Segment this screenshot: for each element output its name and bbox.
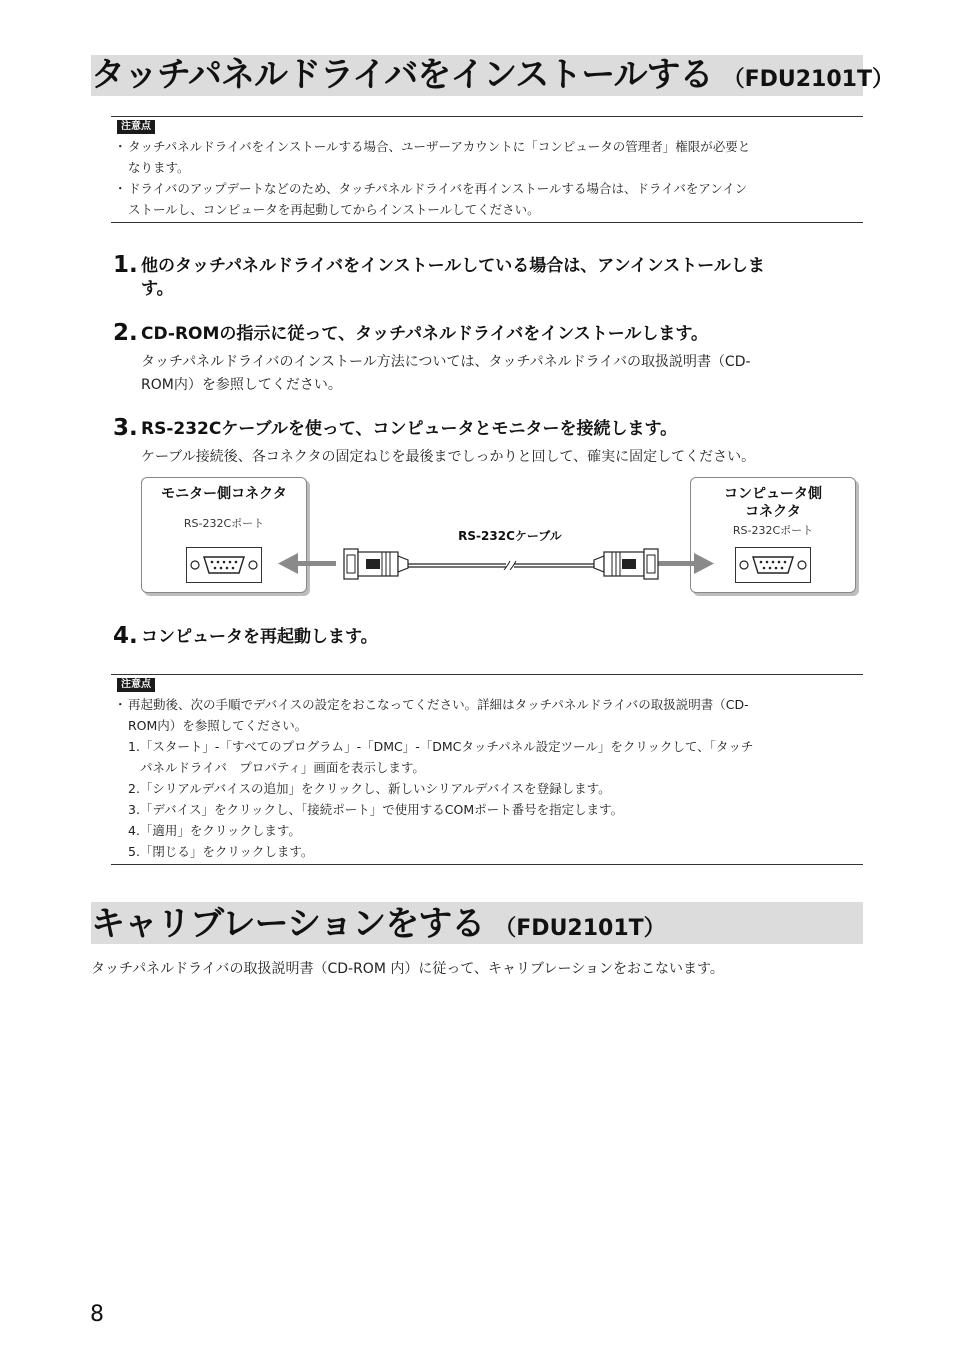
cable-label: RS-232Cケーブル: [458, 529, 562, 543]
step-title: CD-ROMの指示に従って、タッチパネルドライバをインストールします。: [141, 324, 708, 344]
section-heading-install-driver: [91, 55, 894, 96]
caution-step: 2.「シリアルデバイスの追加」をクリックし、新しいシリアルデバイスを登録します。: [128, 781, 611, 796]
caution-step: 1.「スタート」-「すべてのプログラム」-「DMC」-「DMCタッチパネル設定ツール」をクリックして、「タッチ: [128, 739, 754, 754]
section-title: タッチパネルドライバをインストールする: [91, 55, 713, 95]
section-heading-calibration: [91, 902, 863, 944]
step-number: 3.: [113, 415, 138, 441]
note-bottom-rule: [111, 222, 863, 223]
pc-connector-title: コネクタ: [745, 504, 801, 520]
caution-text: なります。: [128, 160, 190, 175]
step-title: す。: [141, 279, 174, 299]
monitor-port-label: RS-232Cポート: [183, 517, 265, 530]
caution-label: 注意点: [117, 120, 155, 134]
serial-port-icon: [186, 547, 262, 583]
cable-plug-left-icon: [344, 549, 408, 579]
caution-text: ROM内）を参照してください。: [128, 718, 308, 733]
serial-port-icon: [735, 547, 811, 583]
step-title: RS-232Cケーブルを使って、コンピュータとモニターを接続します。: [141, 419, 678, 439]
note-top-rule: [111, 674, 863, 675]
section-model: （FDU2101T）: [494, 916, 666, 941]
section-model: （FDU2101T）: [722, 67, 894, 92]
arrow-right-icon: [656, 553, 714, 574]
caution-text: ・ 再起動後、次の手順でデバイスの設定をおこなってください。詳細はタッチパネルドライバの取扱説明書（CD-: [128, 695, 749, 715]
step-title: 他のタッチパネルドライバをインストールしている場合は、アンインストールしま: [141, 256, 765, 276]
step-number: 1.: [113, 252, 138, 278]
caution-step: 3.「デバイス」をクリックし、「接続ポート」で使用するCOMポート番号を指定します。: [128, 802, 624, 817]
note-bottom-rule: [111, 864, 863, 865]
monitor-connector-title: モニター側コネクタ: [161, 486, 287, 502]
caution-text: ストールし、コンピュータを再起動してからインストールしてください。: [128, 202, 540, 217]
note-top-rule: [111, 116, 863, 117]
cable-plug-right-icon: [594, 549, 658, 579]
step-title: コンピュータを再起動します。: [141, 627, 378, 647]
calibration-body-text: タッチパネルドライバの取扱説明書（CD-ROM 内）に従って、キャリブレーションをおこないます。: [91, 961, 724, 977]
step-number: 2.: [113, 320, 138, 346]
pc-connector-title: コンピュータ側: [724, 486, 822, 502]
caution-text: ・ タッチパネルドライバをインストールする場合、ユーザーアカウントに「コンピュータの管理者」権限が必要と: [128, 137, 750, 157]
step-number: 4.: [113, 623, 138, 649]
pc-port-label: RS-232Cポート: [732, 524, 814, 537]
caution-step: 4.「適用」をクリックします。: [128, 823, 301, 838]
section-title: キャリブレーションをする: [91, 904, 485, 944]
caution-step: パネルドライバ プロパティ」画面を表示します。: [140, 760, 425, 775]
caution-text: ・ ドライバのアップデートなどのため、タッチパネルドライバを再インストールする場合は、ドライバをアンイン: [128, 179, 747, 199]
step-body: ケーブル接続後、各コネクタの固定ねじを最後までしっかりと回して、確実に固定してください。: [141, 449, 756, 465]
cable-diagram: [276, 540, 716, 590]
caution-label: 注意点: [117, 678, 155, 692]
caution-step: 5.「閉じる」をクリックします。: [128, 844, 314, 859]
step-body: タッチパネルドライバのインストール方法については、タッチパネルドライバの取扱説明書（CD-: [141, 354, 751, 370]
page-number: 8: [90, 1302, 104, 1327]
step-body: ROM内）を参照してください。: [141, 377, 342, 393]
arrow-left-icon: [278, 553, 336, 574]
